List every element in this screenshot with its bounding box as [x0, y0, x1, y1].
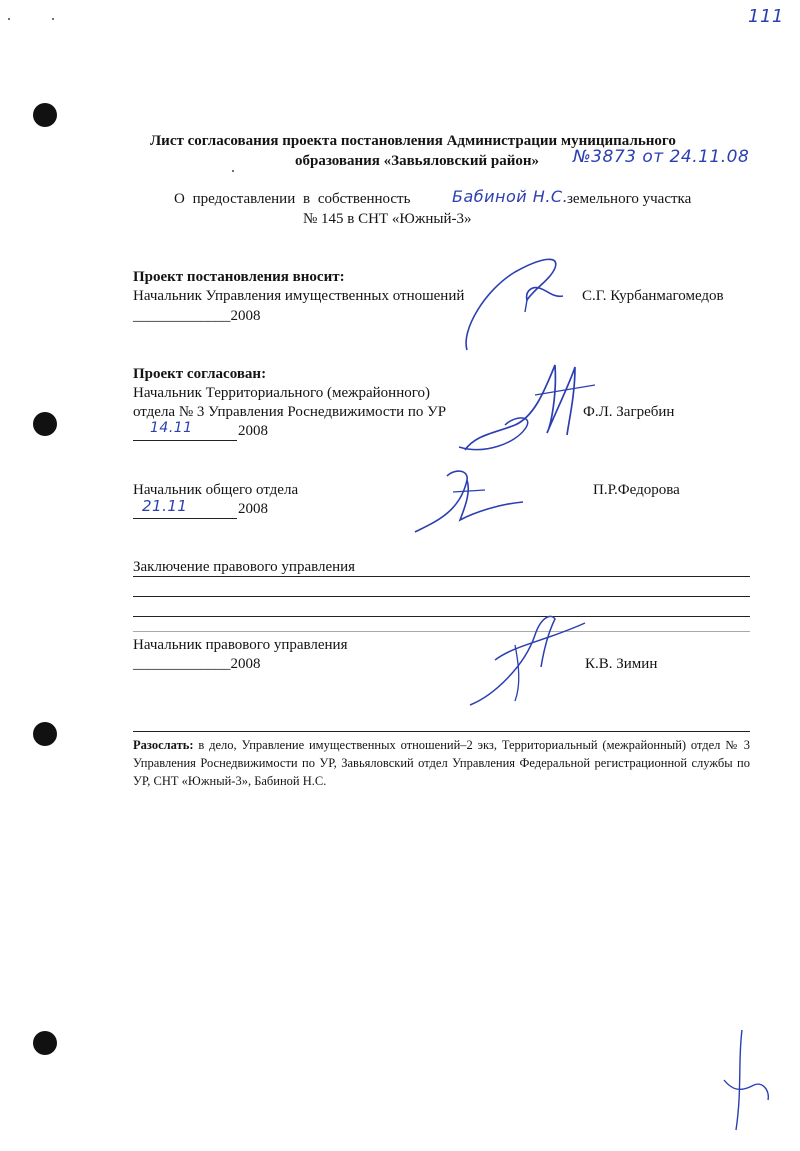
year: 2008 [230, 656, 261, 672]
subject-prefix: О предоставлении в собственность [174, 191, 411, 207]
document-title-line1: Лист согласования проекта постановления Администрации муниципального [150, 133, 676, 149]
legal-position: Начальник правового управления [133, 637, 348, 653]
signature-zimin [455, 605, 595, 715]
agreed-name: Ф.Л. Загребин [583, 404, 675, 420]
agreed-position-line1: Начальник Территориального (межрайонного) [133, 385, 430, 401]
legal-date [133, 655, 261, 674]
year: 2008 [230, 308, 261, 324]
handwritten-owner-name: Бабиной Н.С. [452, 187, 569, 206]
signature-zagrebin [455, 355, 605, 465]
submitter-date [133, 307, 261, 326]
distribution-rule [133, 731, 750, 732]
date-blank: _____________ [133, 656, 231, 672]
conclusion-line [133, 631, 750, 632]
legal-conclusion-label: Заключение правового управления [133, 559, 356, 575]
distribution-text: в дело, Управление имущественных отношений–2 экз, Территориальный (межрайонный) отдел № 3 Управления Роснедвижимости по УР, Завьяловский отдел Управления Федеральной регистрационной службы по УР, СНТ «Южный-3», Бабиной Н.С. [133, 738, 750, 788]
scan-speck [8, 18, 10, 20]
agreed-heading: Проект согласован: [133, 366, 267, 382]
handwritten-reference: №3873 от 24.11.08 [573, 147, 750, 167]
submitter-heading: Проект постановления вносит: [133, 269, 345, 285]
agreed-year: 2008 [238, 423, 268, 439]
handwritten-date: 21.11 [142, 497, 188, 515]
date-blank: _____________ [133, 308, 231, 324]
conclusion-line [133, 596, 750, 597]
subject-suffix: земельного участка [567, 191, 692, 207]
submitter-position: Начальник Управления имущественных отношений [133, 288, 465, 304]
legal-name: К.В. Зимин [585, 656, 658, 672]
handwritten-date: 14.11 [150, 420, 193, 436]
distribution-list [133, 736, 750, 790]
signature-kurbanmagomedov [455, 250, 585, 360]
punch-hole [33, 103, 57, 127]
conclusion-line [133, 616, 750, 617]
signature-fedorova [405, 462, 535, 542]
distribution-label: Разослать: [133, 738, 194, 752]
signature-margin [712, 1020, 782, 1140]
page-number: 111 [748, 6, 784, 27]
submitter-name: С.Г. Курбанмагомедов [582, 288, 724, 304]
agreed-position-line2: отдела № 3 Управления Роснедвижимости по УР [133, 404, 447, 420]
general-position: Начальник общего отдела [133, 482, 299, 498]
punch-hole [33, 1031, 57, 1055]
general-name: П.Р.Федорова [593, 482, 680, 498]
general-year: 2008 [238, 501, 268, 517]
document-title-line2: образования «Завьяловский район» [295, 153, 540, 169]
punch-hole [33, 722, 57, 746]
subject-line2: № 145 в СНТ «Южный-3» [303, 211, 472, 227]
scan-speck [232, 170, 234, 172]
punch-hole [33, 412, 57, 436]
scan-speck [52, 18, 54, 20]
conclusion-line [133, 576, 750, 577]
